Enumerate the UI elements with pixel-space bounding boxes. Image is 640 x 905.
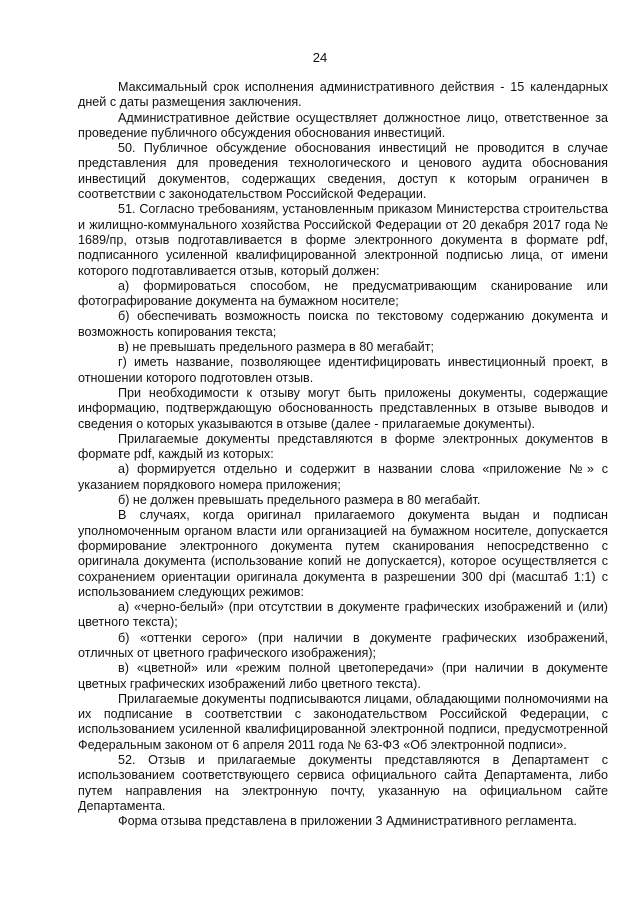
paragraph-attached-docs: При необходимости к отзыву могут быть приложены документы, содержащие информацию, подтверждающую обоснованность представленных в отзыве выводов и сведения о которых указываются в отзыве (далее - прилагаемые документы).	[78, 385, 608, 431]
page-number: 24	[312, 50, 328, 65]
list-item-attached-a: а) формируется отдельно и содержит в названии слова «приложение №» с указанием порядкового номера приложения;	[78, 462, 608, 492]
paragraph-50: 50. Публичное обсуждение обоснования инвестиций не проводится в случае представления для проведения технологического и ценового аудита обоснования инвестиций документов, содержащих сведения, доступ к которым ограничен в соответствии с законодательством Российской Федерации.	[78, 141, 608, 202]
list-item-a: а) формироваться способом, не предусматривающим сканирование или фотографирование документа на бумажном носителе;	[78, 278, 608, 309]
paragraph-form-reference: Форма отзыва представлена в приложении 3 Административного регламента.	[118, 814, 577, 829]
paragraph-max-term: Максимальный срок исполнения административного действия - 15 календарных дней с даты размещения заключения.	[78, 80, 608, 110]
list-item-mode-gray: б) «оттенки серого» (при наличии в документе графических изображений, отличных от цветного графического изображения);	[78, 630, 608, 660]
list-item-v: в) не превышать предельного размера в 80 мегабайт;	[118, 340, 434, 355]
paragraph-attached-format: Прилагаемые документы представляются в форме электронных документов в формате pdf, каждый из которых:	[78, 431, 608, 462]
document-body	[78, 80, 608, 830]
list-item-g: г) иметь название, позволяющее идентифицировать инвестиционный проект, в отношении которого подготовлен отзыв.	[78, 355, 608, 385]
list-item-b: б) обеспечивать возможность поиска по текстовому содержанию документа и возможность копирования текста;	[78, 309, 608, 339]
paragraph-52: 52. Отзыв и прилагаемые документы представляются в Департамент с использованием соответствующего сервиса официального сайта Департамента, либо путем направления на электронную почту, указанную на официальном сайте Департамента.	[78, 753, 608, 813]
paragraph-signing: Прилагаемые документы подписываются лицами, обладающими полномочиями на их подписание в соответствии с законодательством Российской Федерации, с использованием усиленной квалифицированной электронной подписи, предусмотренной Федеральным законом от 6 апреля 2011 года № 63-ФЗ «Об электронной подписи».	[78, 691, 608, 752]
list-item-mode-bw: а) «черно-белый» (при отсутствии в документе графических изображений и (или) цветного текста);	[78, 600, 608, 630]
list-item-mode-color: в) «цветной» или «режим полной цветопередачи» (при наличии в документе цветных графических изображений либо цветного текста).	[78, 661, 608, 691]
paragraph-responsible-official: Административное действие осуществляет должностное лицо, ответственное за проведение публичного обсуждения обоснования инвестиций.	[78, 110, 608, 140]
paragraph-51: 51. Согласно требованиям, установленным приказом Министерства строительства и жилищно-коммунального хозяйства Российской Федерации от 20 декабря 2017 года № 1689/пр, отзыв подготавливается в форме электронного документа в формате pdf, подписанного усиленной квалифицированной электронной подписью лица, от имени которого подготавливается отзыв, который должен:	[78, 202, 608, 278]
list-item-attached-b: б) не должен превышать предельного размера в 80 мегабайт.	[118, 493, 481, 508]
paragraph-scanning: В случаях, когда оригинал прилагаемого документа выдан и подписан уполномоченным органом власти или организацией на бумажном носителе, допускается формирование электронного документа путем сканирования непосредственно с оригинала документа (использование копий не допускается), которое осуществляется с сохранением ориентации оригинала документа в разрешении 300 dpi (масштаб 1:1) с использованием следующих режимов:	[78, 508, 608, 599]
